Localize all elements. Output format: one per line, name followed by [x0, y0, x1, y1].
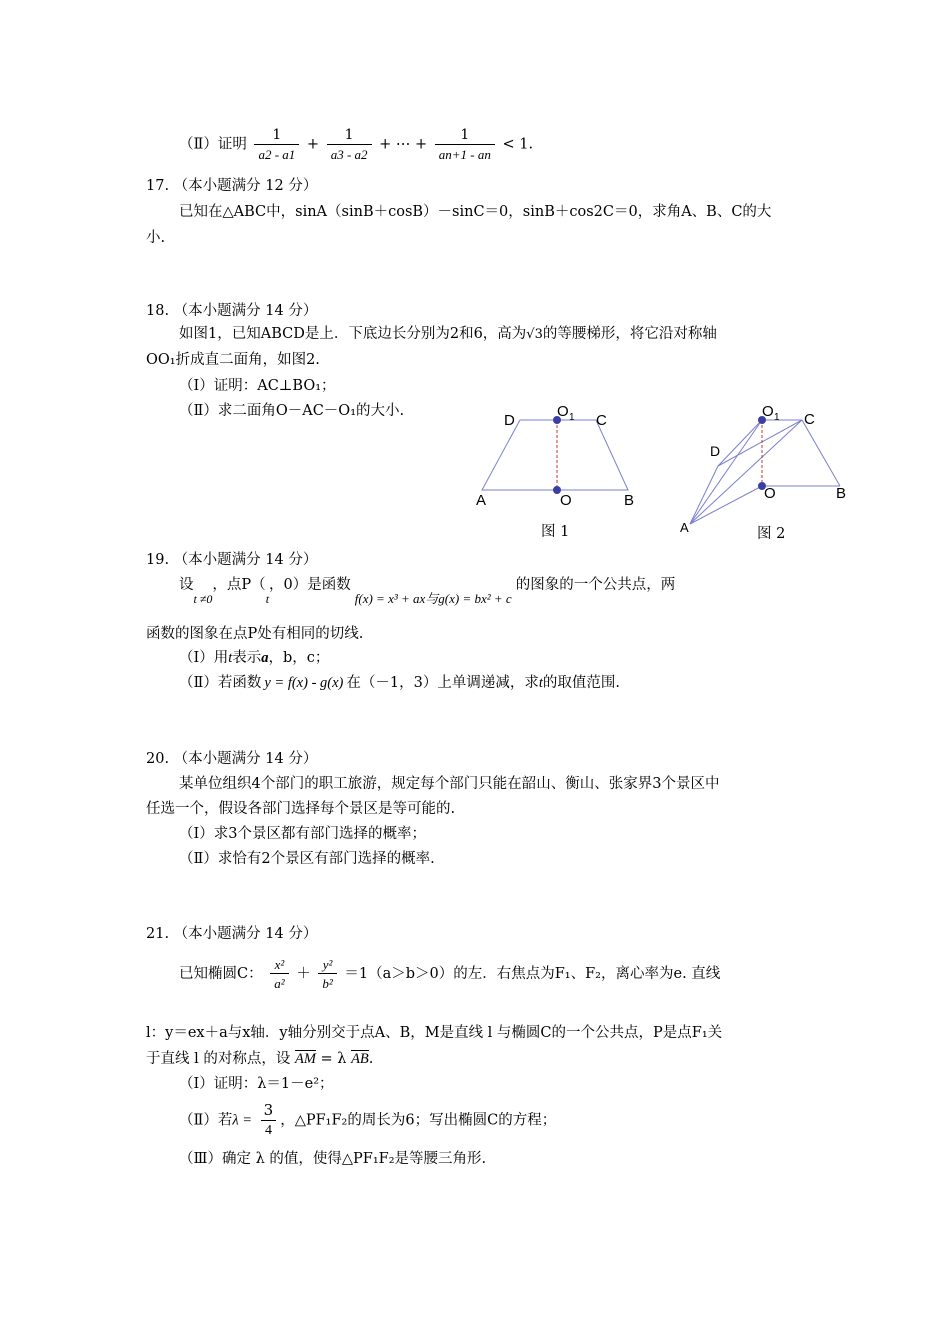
q18-text-cont: OO₁折成直二面角，如图2. — [146, 352, 320, 368]
q21-heading: 21. （本小题满分 14 分） — [146, 926, 318, 942]
label-a: A — [476, 492, 487, 509]
label-c: C — [804, 411, 815, 428]
fraction-x: $\frac{\text{x²}}{\text{a²}}$ — [270, 958, 288, 990]
label-o1: O — [557, 403, 569, 420]
q20-text: 某单位组织4个部门的职工旅游，规定每个部门只能在韶山、衡山、张家界3个景区中 — [179, 776, 720, 792]
fraction-y: $\frac{\text{y²}}{\text{b²}}$ — [318, 958, 336, 990]
label-d: D — [710, 443, 721, 459]
q20-text-cont: 任选一个，假设各部门选择每个景区是等可能的. — [146, 801, 456, 817]
label-a: A — [680, 520, 689, 535]
svg-text:1: 1 — [569, 412, 575, 423]
q21-part1: （Ⅰ）证明：λ＝1－e²； — [179, 1076, 334, 1092]
figure-1-caption: 图 1 — [541, 524, 570, 540]
label-b: B — [624, 492, 635, 509]
fraction-3: $\frac{1}{an+1 - an}$ — [435, 128, 495, 161]
q21-text-line3: 于直线 l 的对称点，设 AM = λ AB. — [146, 1051, 374, 1067]
q21-text: 已知椭圆C： $\frac{\text{x²}}{\text{a²}}$ ＋ $\frac{\text{y²}}{\text{b²}}$ ＝1（a＞b＞0）的左．右焦点为F₁、F₂，离心率为e. 直线 — [179, 957, 721, 991]
fraction-1: $\frac{1}{a2 - a1}$ — [254, 128, 299, 161]
q20-heading: 20. （本小题满分 14 分） — [146, 751, 318, 767]
q18-heading: 18. （本小题满分 14 分） — [146, 303, 318, 319]
sqrt3: √3 — [526, 327, 543, 342]
q16-part2: （Ⅱ）证明 $\frac{1}{a2 - a1}$ + $\frac{1}{a3 - a2}$ + ⋯ + $\frac{1}{an+1 - an}$ < 1. — [179, 127, 534, 162]
figure-2-caption: 图 2 — [757, 526, 786, 542]
q19-text: 设$_{t \ne 0}$，点$P(_t$，0）是函数f(x) = x³ + ax与g(x) = bx² + c的图象的一个公共点，两 — [179, 577, 676, 606]
q17-text: 已知在△ABC中，sinA（sinB＋cosB）－sinC＝0，sinB＋cos2C＝0，求角A、B、C的大 — [179, 204, 772, 220]
q18-text: 如图1，已知ABCD是上．下底边长分别为2和6，高为√3的等腰梯形，将它沿对称轴 — [179, 326, 717, 342]
q21-part2: （Ⅱ）若λ = $\frac{3}{4}$ ，△PF₁F₂的周长为6；写出椭圆C的方程； — [179, 1101, 557, 1138]
q21-part3: （Ⅲ）确定 λ 的值，使得△PF₁F₂是等腰三角形. — [179, 1151, 487, 1167]
label-c: C — [596, 412, 607, 429]
q18-part1: （Ⅰ）证明：AC⊥BO₁； — [179, 378, 336, 394]
q18-part2: （Ⅱ）求二面角O－AC－O₁的大小. — [179, 403, 405, 419]
q20-part1: （Ⅰ）求3个景区都有部门选择的概率； — [179, 826, 426, 842]
q17-text-cont: 小. — [146, 230, 166, 246]
fraction-lambda: $\frac{3}{4}$ — [260, 1103, 278, 1138]
label-o1: O — [762, 403, 774, 420]
q21-text-line2: l：y＝ex＋a与x轴．y轴分别交于点A、B，M是直线 l 与椭圆C的一个公共点，P是点F₁关 — [146, 1025, 723, 1041]
label-b: B — [836, 485, 847, 502]
vector-am: AM — [294, 1051, 316, 1067]
fraction-2: $\frac{1}{a3 - a2}$ — [327, 128, 372, 161]
q19-part1: （Ⅰ）用t表示a，b，c； — [179, 650, 330, 666]
q19-text-cont: 函数的图象在点P处有相同的切线. — [146, 626, 364, 642]
svg-text:1: 1 — [774, 412, 780, 423]
vector-ab: AB — [351, 1051, 369, 1067]
q20-part2: （Ⅱ）求恰有2个景区有部门选择的概率. — [179, 851, 435, 867]
label-d: D — [504, 412, 515, 429]
label-o: O — [560, 492, 572, 509]
q17-heading: 17. （本小题满分 12 分） — [146, 178, 318, 194]
q19-part2: （Ⅱ）若函数 y = f(x) - g(x) 在（－1，3）上单调递减，求t的取值范围. — [179, 675, 620, 691]
label-o: O — [764, 485, 776, 502]
q19-heading: 19. （本小题满分 14 分） — [146, 552, 318, 568]
